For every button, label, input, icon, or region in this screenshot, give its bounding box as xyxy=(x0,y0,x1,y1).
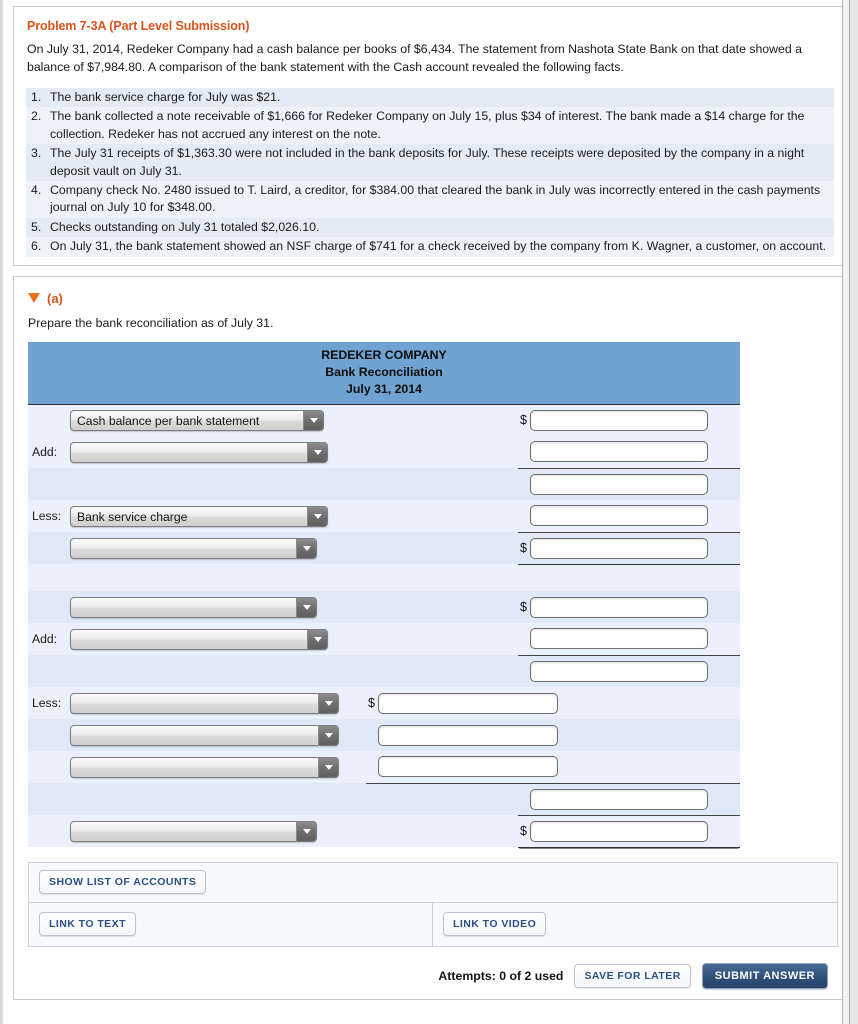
row-account-cell xyxy=(70,719,366,751)
row-middle-cell xyxy=(366,404,518,436)
statement-date: July 31, 2014 xyxy=(346,381,422,396)
chevron-down-icon[interactable] xyxy=(307,630,327,649)
dollar-sign: $ xyxy=(520,600,527,615)
link-to-text-button[interactable]: LINK TO TEXT xyxy=(39,912,136,936)
account-select[interactable] xyxy=(70,538,317,559)
row-label xyxy=(28,783,70,815)
row-right-cell xyxy=(518,591,740,623)
triangle-down-icon[interactable] xyxy=(28,293,40,303)
dollar-sign: $ xyxy=(520,413,527,428)
list-item xyxy=(26,237,834,256)
show-list-of-accounts-button[interactable]: SHOW LIST OF ACCOUNTS xyxy=(39,870,206,894)
part-a-panel xyxy=(13,276,847,1000)
account-select-value: Bank service charge xyxy=(77,509,188,524)
table-header-row xyxy=(28,342,740,405)
problem-intro-text: On July 31, 2014, Redeker Company had a cash balance per books of $6,434. The statement from Nashota State Bank on that date showed a balance of $7,984.80. A comparison of the bank statement with the Cash account revealed the following facts. xyxy=(27,42,802,74)
row-middle-cell xyxy=(366,500,518,532)
row-middle-cell xyxy=(366,436,518,468)
row-middle-cell xyxy=(366,655,518,687)
row-right-cell xyxy=(518,623,740,655)
row-middle-cell xyxy=(366,532,518,564)
table-row xyxy=(28,751,740,783)
statement-name: Bank Reconciliation xyxy=(325,364,443,379)
row-account-cell xyxy=(70,564,366,591)
account-select[interactable] xyxy=(70,410,324,431)
chevron-down-icon[interactable] xyxy=(307,507,327,526)
fact-text: Checks outstanding on July 31 totaled $2,026.10. xyxy=(50,219,320,234)
row-middle-cell xyxy=(366,623,518,655)
list-item xyxy=(26,88,834,107)
fact-text: The July 31 receipts of $1,363.30 were not included in the bank deposits for July. These receipts were deposited by the company in a night deposit vault on July 31. xyxy=(50,146,805,178)
fact-text: The bank collected a note receivable of $1,666 for Redeker Company on July 15, plus $34 of interest. The bank made a $14 charge for the collection. Redeker has not accrued any interest on the note. xyxy=(50,109,805,141)
row-right-cell xyxy=(518,655,740,687)
actions-row-accounts xyxy=(29,863,837,903)
company-name: REDEKER COMPANY xyxy=(321,347,447,362)
amount-input[interactable] xyxy=(530,441,708,462)
table-row xyxy=(28,591,740,623)
list-item xyxy=(26,144,834,181)
row-middle-cell xyxy=(366,751,740,783)
row-label: Add: xyxy=(32,445,58,460)
row-label xyxy=(28,751,70,783)
reconciliation-header-cell xyxy=(28,342,740,405)
part-a-header[interactable] xyxy=(28,291,834,306)
row-account-cell xyxy=(70,815,366,847)
dollar-sign: $ xyxy=(368,696,375,711)
row-middle-cell xyxy=(366,719,740,751)
amount-input[interactable] xyxy=(530,474,708,495)
part-a-label: (a) xyxy=(47,290,63,306)
amount-input[interactable] xyxy=(378,693,558,714)
submit-answer-button[interactable]: SUBMIT ANSWER xyxy=(702,963,828,989)
row-label: Add: xyxy=(32,632,58,647)
row-label xyxy=(28,655,70,687)
table-row xyxy=(28,655,740,687)
chevron-down-icon[interactable] xyxy=(296,539,316,558)
fact-number: 5. xyxy=(31,219,42,234)
row-account-cell xyxy=(70,404,366,436)
account-select[interactable] xyxy=(70,725,339,746)
table-row xyxy=(28,564,740,591)
attempts-status: Attempts: 0 of 2 used xyxy=(438,968,564,983)
fact-number: 2. xyxy=(31,109,42,124)
page-title: Problem 7-3A (Part Level Submission) xyxy=(27,19,250,33)
link-to-text-cell xyxy=(29,903,433,946)
account-select[interactable] xyxy=(70,442,328,463)
account-select[interactable] xyxy=(70,821,317,842)
account-select-value: Cash balance per bank statement xyxy=(77,413,260,428)
row-account-cell xyxy=(70,751,366,783)
fact-number: 3. xyxy=(31,146,42,161)
fact-number: 4. xyxy=(31,183,42,198)
chevron-down-icon[interactable] xyxy=(296,822,316,841)
facts-list xyxy=(26,88,834,257)
amount-input[interactable] xyxy=(378,725,558,746)
chevron-down-icon[interactable] xyxy=(307,443,327,462)
fact-number: 1. xyxy=(31,90,42,104)
row-account-cell xyxy=(70,783,366,815)
row-right-cell xyxy=(518,783,740,815)
row-label xyxy=(28,564,70,591)
row-right-cell xyxy=(518,564,740,591)
list-item xyxy=(26,181,834,218)
chevron-down-icon[interactable] xyxy=(303,411,323,430)
fact-text: The bank service charge for July was $21. xyxy=(50,90,281,104)
account-select[interactable] xyxy=(70,597,317,618)
row-middle-cell xyxy=(366,564,518,591)
row-middle-cell xyxy=(366,783,518,815)
fact-text: Company check No. 2480 issued to T. Laird, a creditor, for $384.00 that cleared the bank in July was incorrectly entered in the cash payments journal on July 10 for $348.00. xyxy=(50,183,821,215)
row-right-cell xyxy=(518,815,740,847)
row-right-cell xyxy=(518,532,740,564)
amount-input[interactable] xyxy=(530,789,708,810)
fact-number: 6. xyxy=(31,239,42,254)
row-label xyxy=(28,404,70,436)
row-label xyxy=(28,815,70,847)
row-middle-cell xyxy=(366,591,518,623)
row-right-cell xyxy=(518,500,740,532)
row-account-cell xyxy=(70,436,366,468)
list-item xyxy=(26,107,834,144)
row-middle-cell xyxy=(366,468,518,500)
table-row xyxy=(28,468,740,500)
row-account-cell xyxy=(70,687,366,719)
amount-input[interactable] xyxy=(530,597,708,618)
table-row xyxy=(28,783,740,815)
amount-input[interactable] xyxy=(530,661,708,682)
row-label xyxy=(28,591,70,623)
link-to-video-cell xyxy=(433,903,837,946)
row-label xyxy=(28,719,70,751)
dollar-sign: $ xyxy=(520,824,527,839)
row-right-cell xyxy=(518,436,740,468)
row-label xyxy=(28,468,70,500)
table-row xyxy=(28,719,740,751)
save-for-later-button[interactable]: SAVE FOR LATER xyxy=(574,964,690,988)
chevron-down-icon[interactable] xyxy=(296,598,316,617)
amount-input[interactable] xyxy=(530,505,708,526)
amount-input[interactable] xyxy=(530,538,708,559)
chevron-down-icon[interactable] xyxy=(318,694,338,713)
footer-bar xyxy=(26,963,828,989)
part-a-instruction: Prepare the bank reconciliation as of July 31. xyxy=(28,315,274,330)
row-label xyxy=(28,532,70,564)
row-account-cell xyxy=(70,623,366,655)
row-account-cell xyxy=(70,655,366,687)
row-middle-cell xyxy=(366,815,518,847)
row-right-cell xyxy=(518,468,740,500)
account-select[interactable] xyxy=(70,757,339,778)
row-account-cell xyxy=(70,591,366,623)
amount-input[interactable] xyxy=(530,628,708,649)
fact-text: On July 31, the bank statement showed an NSF charge of $741 for a check received by the company from K. Wagner, a customer, on account. xyxy=(50,239,827,254)
row-account-cell xyxy=(70,500,366,532)
amount-input[interactable] xyxy=(530,410,708,431)
account-select[interactable] xyxy=(70,506,328,527)
bank-reconciliation-table xyxy=(28,342,740,848)
table-row xyxy=(28,623,740,655)
link-to-video-button[interactable]: LINK TO VIDEO xyxy=(443,912,546,936)
table-row xyxy=(28,815,740,847)
account-select[interactable] xyxy=(70,693,339,714)
dollar-sign: $ xyxy=(520,541,527,556)
account-select[interactable] xyxy=(70,629,328,650)
table-row xyxy=(28,436,740,468)
chevron-down-icon[interactable] xyxy=(318,758,338,777)
actions-box xyxy=(28,862,838,947)
table-row xyxy=(28,687,740,719)
problem-panel xyxy=(13,6,847,266)
row-account-cell xyxy=(70,468,366,500)
row-middle-cell xyxy=(366,687,740,719)
amount-input[interactable] xyxy=(378,756,558,777)
row-account-cell xyxy=(70,532,366,564)
table-row xyxy=(28,404,740,436)
amount-input[interactable] xyxy=(530,821,708,842)
chevron-down-icon[interactable] xyxy=(318,726,338,745)
row-label: Less: xyxy=(32,696,62,711)
row-right-cell xyxy=(518,404,740,436)
table-row xyxy=(28,532,740,564)
row-label: Less: xyxy=(32,509,62,524)
table-row xyxy=(28,500,740,532)
list-item xyxy=(26,218,834,237)
actions-row-links xyxy=(29,903,837,946)
